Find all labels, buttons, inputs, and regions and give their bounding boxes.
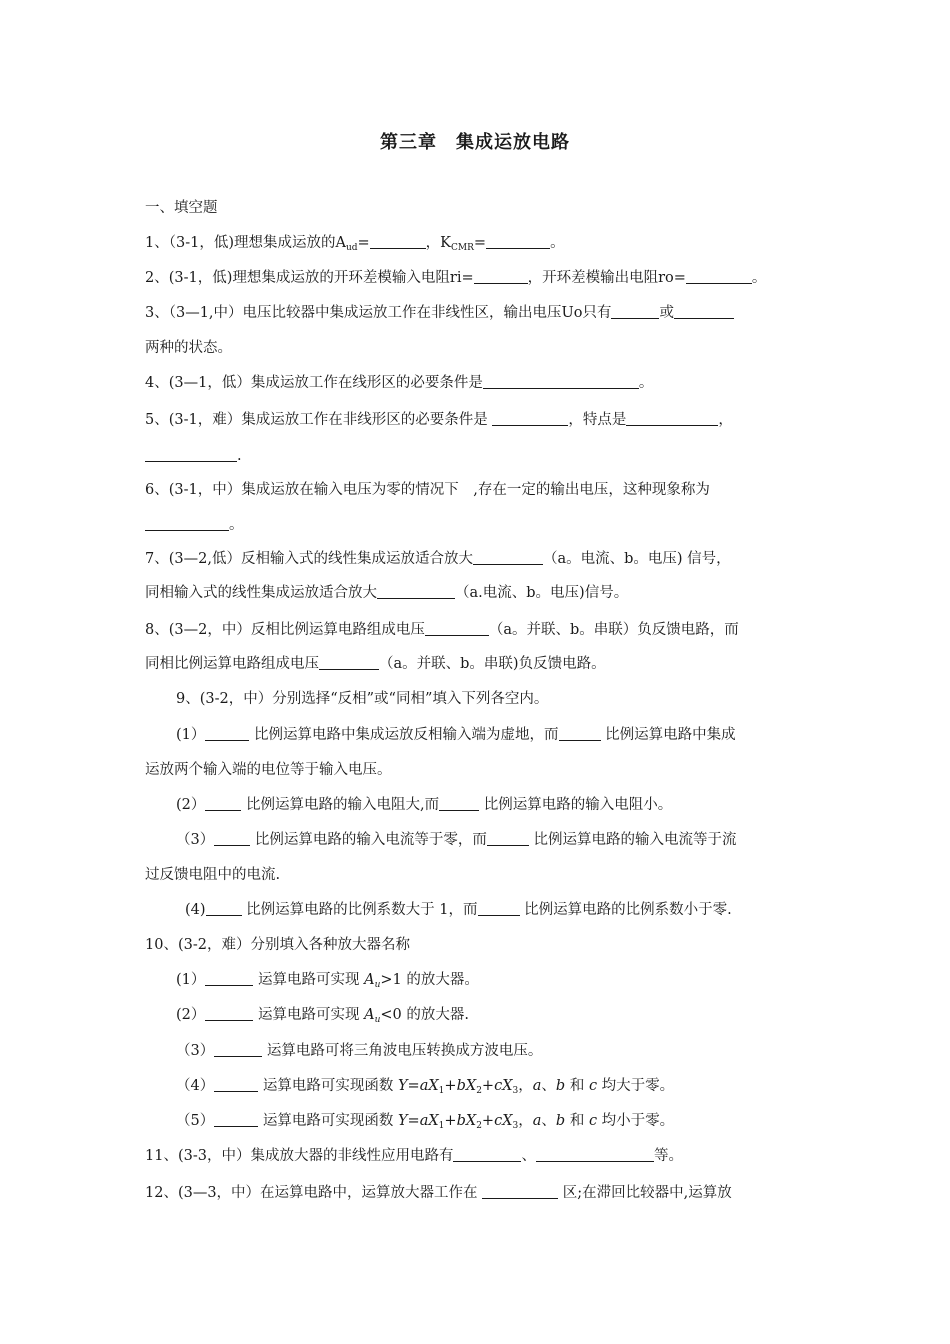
answer-blank[interactable] (487, 831, 529, 846)
answer-blank[interactable] (482, 1184, 558, 1199)
answer-blank[interactable] (145, 447, 237, 462)
answer-blank[interactable] (626, 411, 718, 426)
answer-blank[interactable] (573, 374, 639, 389)
answer-blank[interactable] (319, 655, 379, 670)
page-title: 第三章 集成运放电路 (380, 132, 570, 153)
answer-blank[interactable] (145, 516, 229, 531)
question-5: 5、(3-1，难）集成运放工作在非线形区的必要条件是 ，特点是 ， (145, 412, 733, 428)
question-10-item-4: （4） 运算电路可实现函数 $Y=aX_1+bX_2+cX_3$，a、b 和 c 均大于零。 (176, 1078, 675, 1096)
answer-blank[interactable] (214, 1042, 262, 1057)
answer-blank[interactable] (486, 234, 550, 249)
answer-blank[interactable] (536, 1147, 654, 1162)
answer-blank[interactable] (559, 726, 601, 741)
answer-blank[interactable] (370, 234, 426, 249)
answer-blank[interactable] (214, 1077, 258, 1092)
question-3-cont: 两种的状态。 (145, 340, 232, 356)
question-4: 4、(3—1，低）集成运放工作在线形区的必要条件是 。 (145, 375, 654, 391)
question-2: 2、(3-1，低)理想集成运放的开环差模输入电阻ri= ，开环差模输出电阻ro= 。 (145, 270, 767, 286)
question-1: 1、（3-1，低)理想集成运放的$A_{ud}=$ ，$K_{CMR}=$ 。 (145, 235, 565, 253)
question-10-item-2: (2） 运算电路可实现 $A_u<0$ 的放大器. (176, 1007, 469, 1025)
question-11: 11、(3-3，中）集成放大器的非线性应用电路有 、 等。 (145, 1148, 683, 1164)
answer-blank[interactable] (611, 304, 659, 319)
answer-blank[interactable] (425, 621, 489, 636)
question-9-item-1-cont: 运放两个输入端的电位等于输入电压。 (145, 762, 392, 778)
answer-blank[interactable] (478, 901, 520, 916)
question-10-item-5: （5） 运算电路可实现函数 $Y=aX_1+bX_2+cX_3$，a、b 和 c 均小于零。 (176, 1113, 675, 1131)
question-9-item-3: （3） 比例运算电路的输入电流等于零，而 比例运算电路的输入电流等于流 (176, 832, 737, 848)
question-5-cont: . (145, 446, 810, 466)
answer-blank[interactable] (473, 550, 543, 565)
answer-blank[interactable] (205, 1006, 253, 1021)
question-12: 12、(3—3，中）在运算电路中，运算放大器工作在 区;在滞回比较器中,运算放 (145, 1185, 732, 1201)
question-9-item-4: (4) 比例运算电路的比例系数大于 1，而 比例运算电路的比例系数小于零. (185, 902, 732, 918)
answer-blank[interactable] (214, 831, 250, 846)
answer-blank[interactable] (206, 901, 242, 916)
answer-blank[interactable] (492, 411, 568, 426)
answer-blank[interactable] (205, 726, 249, 741)
question-7: 7、(3—2,低）反相输入式的线性集成运放适合放大 （a。电流、b。电压) 信号， (145, 551, 731, 567)
answer-blank[interactable] (674, 304, 734, 319)
question-9-item-1: (1） 比例运算电路中集成运放反相输入端为虚地，而 比例运算电路中集成 (176, 727, 736, 743)
question-10-item-3: （3） 运算电路可将三角波电压转换成方波电压。 (176, 1043, 543, 1059)
question-10-head: 10、(3-2，难）分别填入各种放大器名称 (145, 937, 410, 953)
question-6: 6、(3-1，中）集成运放在输入电压为零的情况下 ,存在一定的输出电压，这种现象称为 (145, 482, 710, 498)
question-9-head: 9、(3-2，中）分别选择“反相”或“同相”填入下列各空内。 (176, 691, 549, 707)
question-7-cont: 同相输入式的线性集成运放适合放大 （a.电流、b。电压)信号。 (145, 585, 629, 601)
answer-blank[interactable] (483, 374, 573, 389)
answer-blank[interactable] (474, 269, 528, 284)
question-6-cont: 。 (145, 515, 810, 535)
question-8-cont: 同相比例运算电路组成电压 （a。并联、b。串联)负反馈电路。 (145, 656, 606, 672)
answer-blank[interactable] (439, 796, 479, 811)
answer-blank[interactable] (214, 1112, 258, 1127)
answer-blank[interactable] (377, 584, 455, 599)
section-heading: 一、填空题 (145, 200, 218, 216)
answer-blank[interactable] (205, 796, 241, 811)
answer-blank[interactable] (205, 971, 253, 986)
question-3: 3、（3—1,中）电压比较器中集成运放工作在非线性区，输出电压Uo只有 或 (145, 303, 810, 323)
question-9-item-2: (2） 比例运算电路的输入电阻大,而 比例运算电路的输入电阻小。 (176, 797, 673, 813)
answer-blank[interactable] (686, 269, 752, 284)
question-9-item-3-cont: 过反馈电阻中的电流. (145, 867, 281, 883)
answer-blank[interactable] (453, 1147, 521, 1162)
question-10-item-1: (1） 运算电路可实现 $A_u>1$ 的放大器。 (176, 972, 479, 990)
question-8: 8、(3—2，中）反相比例运算电路组成电压 （a。并联、b。串联）负反馈电路，而 (145, 622, 739, 638)
